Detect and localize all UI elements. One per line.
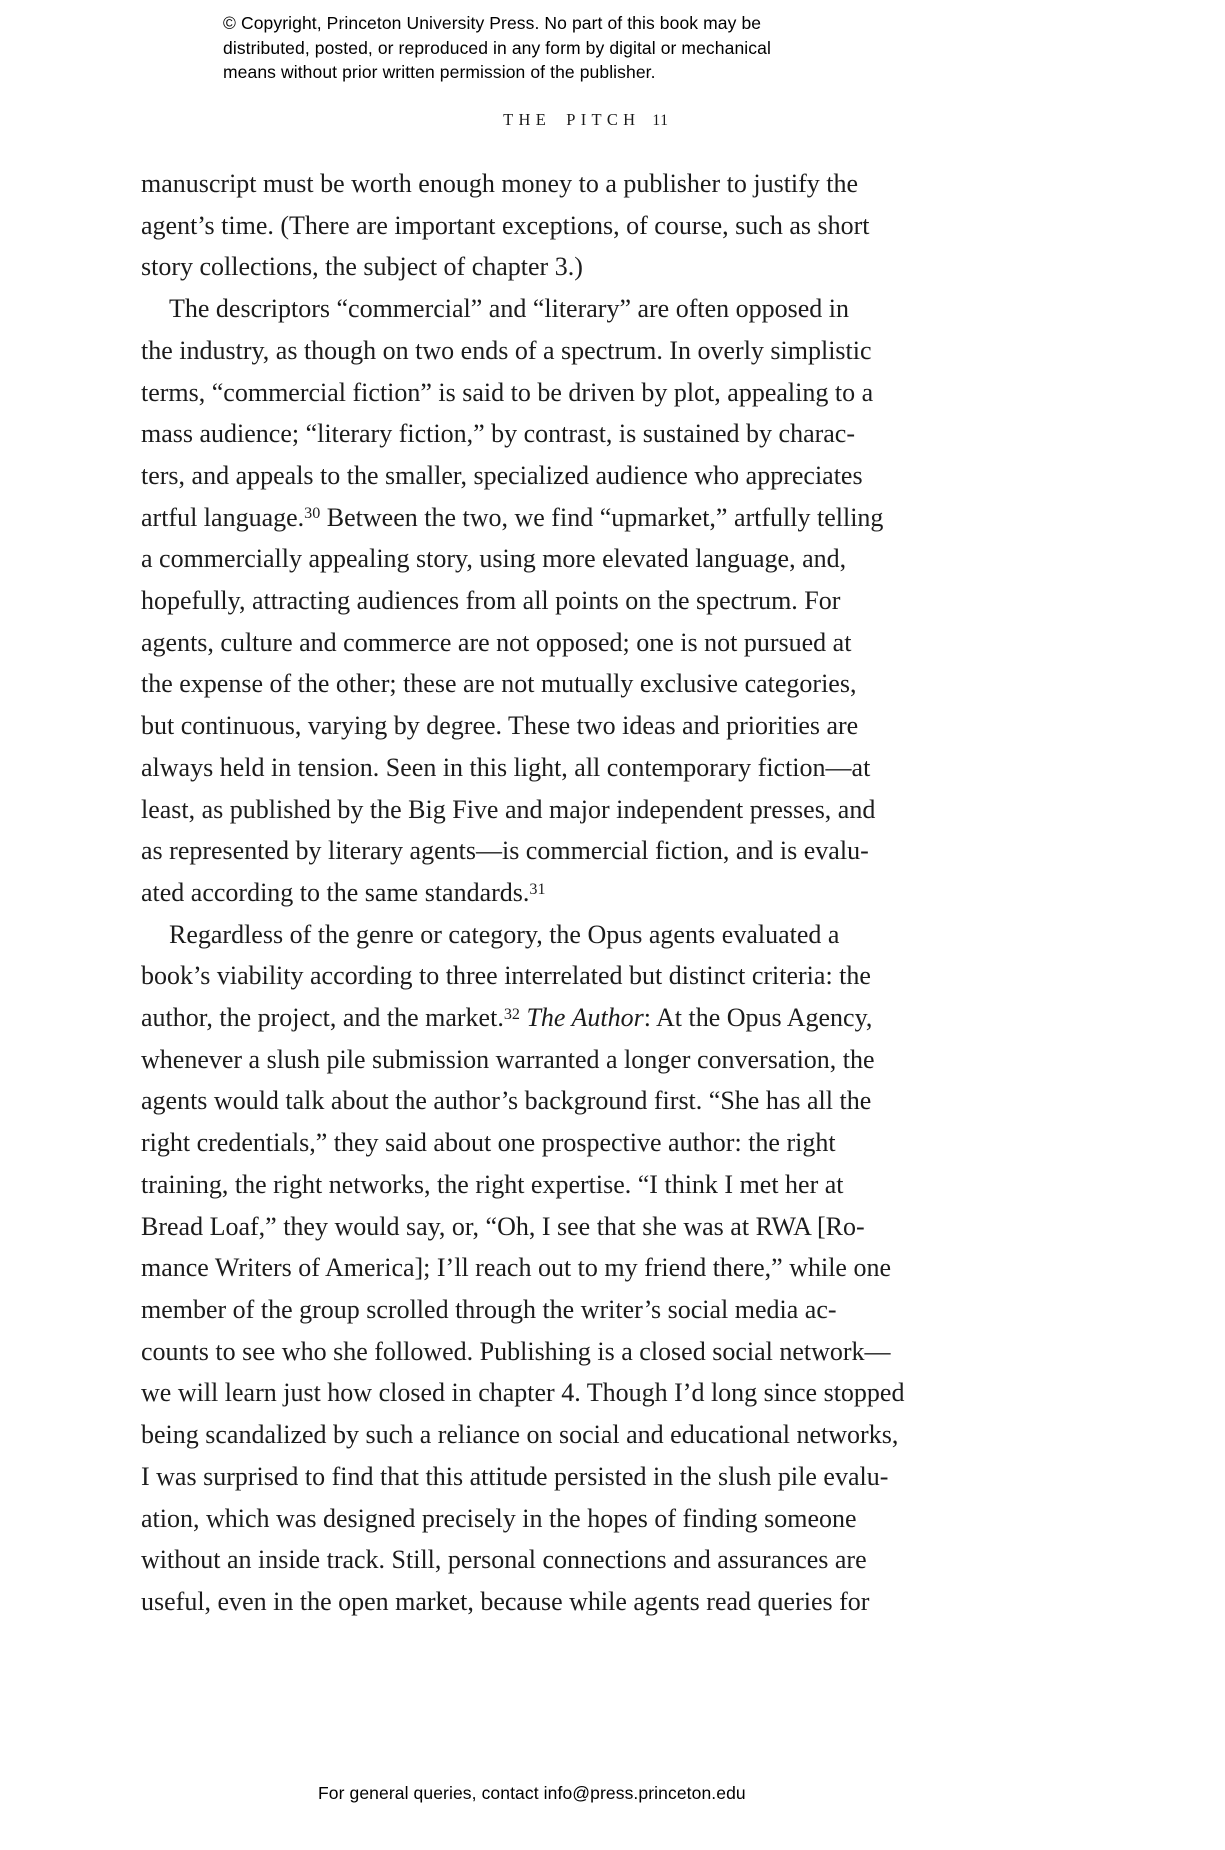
text-segment: member of the group scrolled through the writer’s social media ac- [141, 1294, 837, 1324]
text-segment: Between the two, we find “upmarket,” artfully telling [320, 502, 884, 532]
text-line [141, 246, 1033, 288]
text-segment: : At the Opus Agency, [643, 1003, 873, 1033]
text-line [141, 830, 1033, 872]
text-line [141, 914, 1033, 956]
text-segment: we will learn just how closed in chapter 4. Though I’d long since stopped [141, 1378, 905, 1408]
text-segment: the expense of the other; these are not mutually exclusive categories, [141, 669, 857, 699]
text-segment: ters, and appeals to the smaller, specialized audience who appreciates [141, 460, 863, 490]
text-segment: ated according to the same standards. [141, 877, 530, 907]
text-line [141, 1080, 1033, 1122]
text-line [141, 872, 1033, 914]
text-segment: Regardless of the genre or category, the Opus agents evaluated a [169, 919, 840, 949]
text-line [141, 288, 1033, 330]
text-line [141, 789, 1033, 831]
text-line [141, 163, 1033, 205]
text-segment: useful, even in the open market, because while agents read queries for [141, 1586, 870, 1616]
page-number: 11 [652, 112, 669, 129]
text-segment: I was surprised to find that this attitude persisted in the slush pile evalu- [141, 1461, 889, 1491]
text-segment: least, as published by the Big Five and major independent presses, and [141, 794, 876, 824]
text-line [141, 413, 1033, 455]
footnote-reference: 30 [304, 505, 321, 523]
text-line [141, 955, 1033, 997]
text-segment: agents, culture and commerce are not opposed; one is not pursued at [141, 627, 852, 657]
text-segment: being scandalized by such a reliance on social and educational networks, [141, 1420, 899, 1450]
running-header [140, 110, 1032, 130]
text-line [141, 1247, 1033, 1289]
text-line [141, 1414, 1033, 1456]
footnote-reference: 31 [529, 880, 546, 898]
text-line [141, 455, 1033, 497]
text-line [141, 1539, 1033, 1581]
text-line [141, 747, 1033, 789]
text-segment: book’s viability according to three interrelated but distinct criteria: the [141, 961, 871, 991]
text-line [141, 580, 1033, 622]
text-line [141, 1206, 1033, 1248]
text-segment: the industry, as though on two ends of a spectrum. In overly simplistic [141, 335, 872, 365]
text-segment: training, the right networks, the right expertise. “I think I met her at [141, 1169, 844, 1199]
text-segment: artful language. [141, 502, 305, 532]
text-line [141, 497, 1033, 539]
text-segment: as represented by literary agents—is commercial fiction, and is evalu- [141, 836, 869, 866]
text-segment: ation, which was designed precisely in the hopes of finding someone [141, 1503, 857, 1533]
copyright-notice [223, 11, 771, 85]
text-line [141, 330, 1033, 372]
text-line [141, 205, 1033, 247]
text-line [141, 705, 1033, 747]
text-segment: without an inside track. Still, personal connections and assurances are [141, 1545, 867, 1575]
text-segment: The descriptors “commercial” and “literary” are often opposed in [169, 294, 850, 324]
footer-contact: For general queries, contact info@press.princeton.edu [318, 1783, 746, 1803]
copyright-line: means without prior written permission of the publisher. [223, 62, 656, 82]
text-segment: counts to see who she followed. Publishing is a closed social network— [141, 1336, 891, 1366]
text-segment: agent’s time. (There are important exceptions, of course, such as short [141, 210, 870, 240]
text-segment: mance Writers of America]; I’ll reach out to my friend there,” while one [141, 1253, 892, 1283]
body-text [141, 163, 1033, 1623]
text-line [141, 1164, 1033, 1206]
text-line [141, 372, 1033, 414]
text-line [141, 1456, 1033, 1498]
text-line [141, 663, 1033, 705]
footnote-reference: 32 [503, 1005, 520, 1023]
text-segment: Bread Loaf,” they would say, or, “Oh, I see that she was at RWA [Ro- [141, 1211, 865, 1241]
text-line [141, 1331, 1033, 1373]
text-segment: mass audience; “literary fiction,” by contrast, is sustained by charac- [141, 419, 856, 449]
text-line [141, 1122, 1033, 1164]
text-segment: whenever a slush pile submission warranted a longer conversation, the [141, 1044, 875, 1074]
text-line [141, 622, 1033, 664]
text-segment: author, the project, and the market. [141, 1003, 504, 1033]
copyright-line: distributed, posted, or reproduced in any form by digital or mechanical [223, 37, 771, 58]
text-segment: a commercially appealing story, using more elevated language, and, [141, 544, 847, 574]
text-segment: agents would talk about the author’s background first. “She has all the [141, 1086, 872, 1116]
chapter-title: THE PITCH [503, 110, 641, 129]
text-line [141, 1372, 1033, 1414]
text-segment: right credentials,” they said about one prospective author: the right [141, 1128, 836, 1158]
copyright-line: © Copyright, Princeton University Press. No part of this book may be [223, 13, 762, 33]
text-line [141, 1581, 1033, 1623]
text-line [141, 1289, 1033, 1331]
text-line [141, 997, 1033, 1039]
text-segment: always held in tension. Seen in this light, all contemporary fiction—at [141, 752, 871, 782]
text-segment: hopefully, attracting audiences from all points on the spectrum. For [141, 586, 841, 616]
text-segment: manuscript must be worth enough money to a publisher to justify the [141, 169, 859, 198]
text-segment: The Author [526, 1003, 644, 1033]
text-segment: but continuous, varying by degree. These two ideas and priorities are [141, 711, 859, 741]
text-line [141, 1498, 1033, 1540]
text-line [141, 538, 1033, 580]
text-line [141, 1039, 1033, 1081]
text-segment: terms, “commercial fiction” is said to be driven by plot, appealing to a [141, 377, 874, 407]
text-segment: story collections, the subject of chapter 3.) [141, 252, 583, 282]
